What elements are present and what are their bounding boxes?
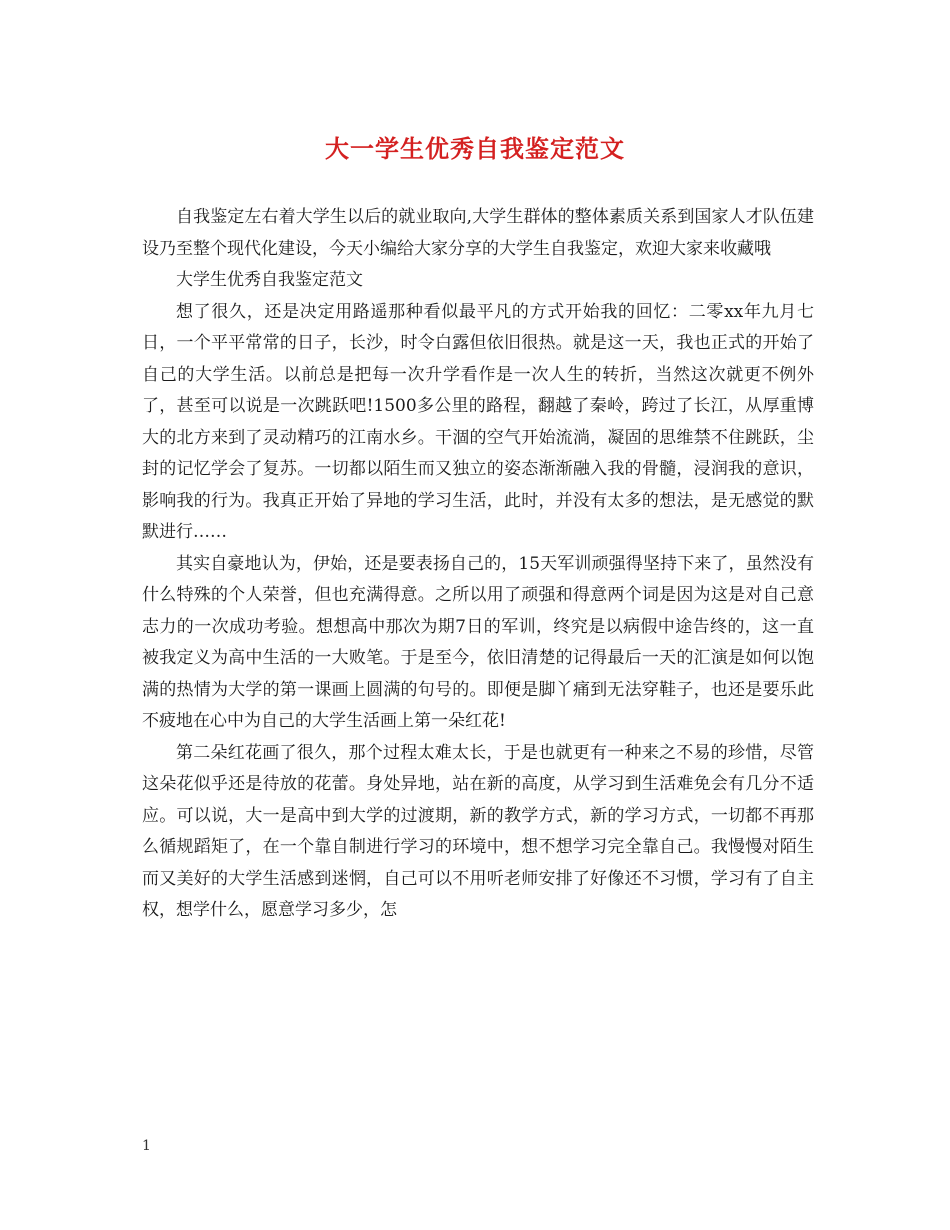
body-paragraph-1: 想了很久，还是决定用路遥那种看似最平凡的方式开始我的回忆：二零xx年九月七日，一个平平常常的日子，长沙，时令白露但依旧很热。就是这一天，我也正式的开始了自己的大学生活。以前总是把每一次升学看作是一次人生的转折，当然这次就更不例外了，甚至可以说是一次跳跃吧!1500多公里的路程，翻越了秦岭，跨过了长江，从厚重博大的北方来到了灵动精巧的江南水乡。干涸的空气开始流淌，凝固的思维禁不住跳跃，尘封的记忆学会了复苏。一切都以陌生而又独立的姿态渐渐融入我的骨髓，浸润我的意识，影响我的行为。我真正开始了异地的学习生活，此时，并没有太多的想法，是无感觉的默默进行……: [142, 301, 814, 542]
body-paragraph-3: 第二朵红花画了很久，那个过程太难太长，于是也就更有一种来之不易的珍惜，尽管这朵花似乎还是待放的花蕾。身处异地，站在新的高度，从学习到生活难免会有几分不适应。可以说，大一是高中到大学的过渡期，新的教学方式，新的学习方式，一切都不再那么循规蹈矩了，在一个靠自制进行学习的环境中，想不想学习完全靠自己。我慢慢对陌生而又美好的大学生活感到迷惘，自己可以不用听老师安排了好像还不习惯，学习有了自主权，想学什么，愿意学习多少，怎: [142, 742, 814, 920]
page-number: 1: [142, 1138, 151, 1154]
section-heading: 大学生优秀自我鉴定范文: [176, 270, 363, 290]
document-title: 大一学生优秀自我鉴定范文: [325, 134, 625, 163]
body-paragraph-2: 其实自豪地认为，伊始，还是要表扬自己的，15天军训顽强得坚持下来了，虽然没有什么特殊的个人荣誉，但也充满得意。之所以用了顽强和得意两个词是因为这是对自己意志力的一次成功考验。想想高中那次为期7日的军训，终究是以病假中途告终的，这一直被我定义为高中生活的一大败笔。于是至今，依旧清楚的记得最后一天的汇演是如何以饱满的热情为大学的第一课画上圆满的句号的。即便是脚丫痛到无法穿鞋子，也还是要乐此不疲地在心中为自己的大学生活画上第一朵红花!: [142, 553, 814, 731]
document-body: [142, 202, 814, 927]
intro-paragraph: 自我鉴定左右着大学生以后的就业取向,大学生群体的整体素质关系到国家人才队伍建设乃至整个现代化建设，今天小编给大家分享的大学生自我鉴定，欢迎大家来收藏哦: [142, 207, 814, 259]
